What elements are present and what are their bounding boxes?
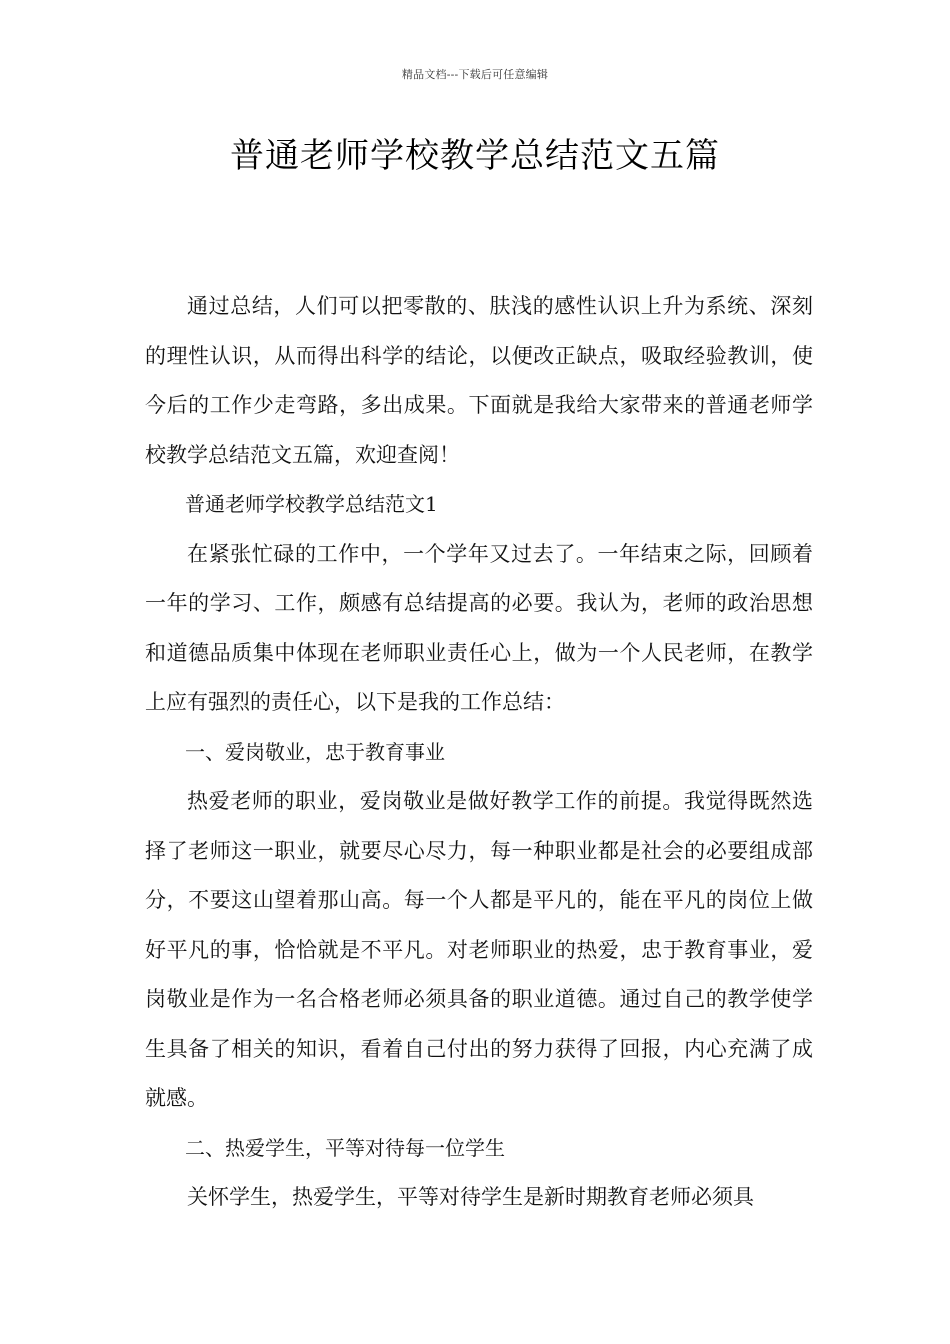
intro-paragraph: 通过总结，人们可以把零散的、肤浅的感性认识上升为系统、深刻的理性认识，从而得出科学的结论，以便改正缺点，吸取经验教训，使今后的工作少走弯路，多出成果。下面就是我给大家带来的普通老师学校教学总结范文五篇，欢迎查阅！ <box>145 294 813 467</box>
header-note: 精品文档---下载后可任意编辑 <box>401 68 549 81</box>
document-title: 普通老师学校教学总结范文五篇 <box>230 136 720 176</box>
document-body <box>145 282 813 1223</box>
point-heading-1: 一、爱岗敬业，忠于教育事业 <box>185 739 445 764</box>
point-2-paragraph: 关怀学生，热爱学生，平等对待学生是新时期教育老师必须具 <box>187 1185 754 1209</box>
section-heading-1: 普通老师学校教学总结范文1 <box>185 492 438 516</box>
point-1-paragraph: 热爱老师的职业，爱岗敬业是做好教学工作的前提。我觉得既然选择了老师这一职业，就要尽心尽力，每一种职业都是社会的必要组成部分，不要这山望着那山高。每一个人都是平凡的，能在平凡的岗位上做好平凡的事，恰恰就是不平凡。对老师职业的热爱，忠于教育事业，爱岗敬业是作为一名合格老师必须具备的职业道德。通过自己的教学使学生具备了相关的知识，看着自己付出的努力获得了回报，内心充满了成就感。 <box>145 789 813 1110</box>
point-heading-2: 二、热爱学生，平等对待每一位学生 <box>185 1135 505 1160</box>
section-1-paragraph: 在紧张忙碌的工作中，一个学年又过去了。一年结束之际，回顾着一年的学习、工作，颇感有总结提高的必要。我认为，老师的政治思想和道德品质集中体现在老师职业责任心上，做为一个人民老师，在教学上应有强烈的责任心，以下是我的工作总结： <box>145 541 813 714</box>
